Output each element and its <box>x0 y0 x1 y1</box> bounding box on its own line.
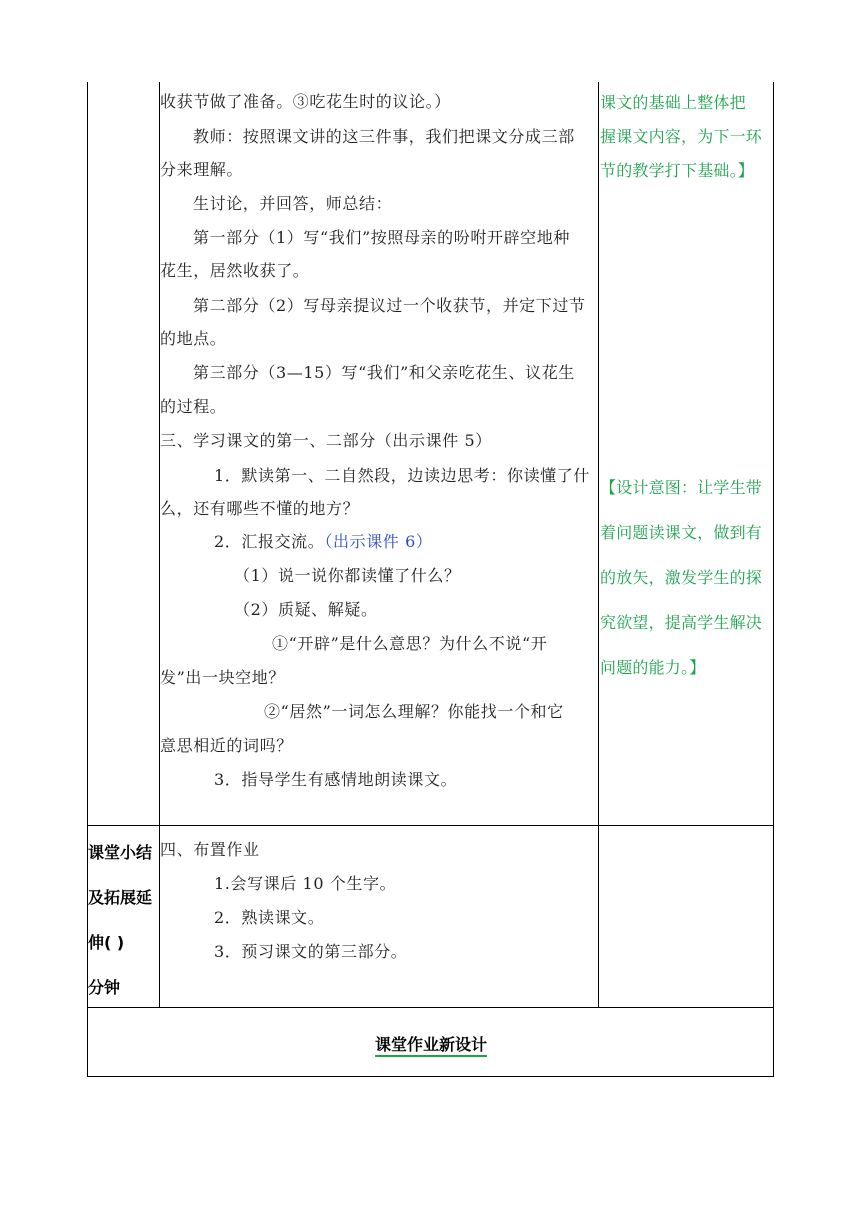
content-line: 收获节做了准备。③吃花生时的议论。） <box>160 92 451 111</box>
design-note-line: 问题的能力。】 <box>600 658 706 677</box>
design-note-line: 节的教学打下基础。】 <box>600 161 755 180</box>
content-text: 2．汇报交流。 <box>214 532 325 551</box>
content-line: （2）质疑、解疑。 <box>234 600 378 619</box>
table-col-divider-2 <box>598 82 599 1007</box>
table-bottom-border <box>87 1076 774 1077</box>
content-line: 的地点。 <box>160 329 227 348</box>
courseware-reference: （出示课件 6） <box>324 532 433 551</box>
content-line: 么，还有哪些不懂的地方？ <box>160 499 360 518</box>
content-line: 意思相近的词吗？ <box>160 736 293 755</box>
homework-item: 3．预习课文的第三部分。 <box>214 942 408 961</box>
content-line: 花生，居然收获了。 <box>160 261 310 280</box>
row-label-line: 课堂小结 <box>88 843 153 862</box>
homework-item: 1.会写课后 10 个生字。 <box>214 874 397 893</box>
row-label-line: 分钟 <box>88 978 121 997</box>
content-line: 第三部分（3—15）写“我们”和父亲吃花生、议花生 <box>193 363 575 382</box>
content-line: 3．指导学生有感情地朗读课文。 <box>214 770 458 789</box>
design-note-line: 究欲望，提高学生解决 <box>600 613 763 632</box>
content-line: （1）说一说你都读懂了什么？ <box>234 566 461 585</box>
table-left-border <box>87 82 88 1077</box>
design-note-line: 着问题读课文，做到有 <box>600 523 763 542</box>
design-note-line: 的放矢，激发学生的探 <box>600 568 763 587</box>
section-heading: 四、布置作业 <box>160 840 260 859</box>
content-line: ①“开辟”是什么意思？为什么不说“开 <box>272 634 548 653</box>
table-right-border <box>773 82 774 1077</box>
table-col-divider-1 <box>159 82 160 1007</box>
content-line: 第一部分（1）写“我们”按照母亲的吩咐开辟空地种 <box>193 228 570 247</box>
content-line: 发”出一块空地？ <box>160 668 285 687</box>
homework-design-title: 课堂作业新设计 <box>88 1032 774 1055</box>
content-line: 教师：按照课文讲的这三件事，我们把课文分成三部 <box>193 127 575 146</box>
design-note-line: 课文的基础上整体把 <box>600 93 746 112</box>
row-label-line: 及拓展延 <box>88 888 153 907</box>
content-line: ②“居然”一词怎么理解？你能找一个和它 <box>264 702 564 721</box>
homework-item: 2．熟读课文。 <box>214 908 325 927</box>
content-line: 第二部分（2）写母亲提议过一个收获节，并定下过节 <box>193 296 586 315</box>
content-line <box>214 532 432 552</box>
design-note-line: 【设计意图：让学生带 <box>600 478 763 497</box>
row-label-line: 伸( ) <box>88 933 125 952</box>
content-line: 的过程。 <box>160 397 227 416</box>
row-divider-1 <box>87 825 774 826</box>
content-line: 分来理解。 <box>160 160 244 179</box>
design-note-line: 握课文内容，为下一环 <box>600 127 763 146</box>
content-line: 1．默读第一、二自然段，边读边思考：你读懂了什 <box>214 466 590 485</box>
content-line: 生讨论，并回答，师总结： <box>193 194 393 213</box>
row-divider-2 <box>87 1007 774 1008</box>
section-heading: 三、学习课文的第一、二部分（出示课件 5） <box>160 431 492 450</box>
